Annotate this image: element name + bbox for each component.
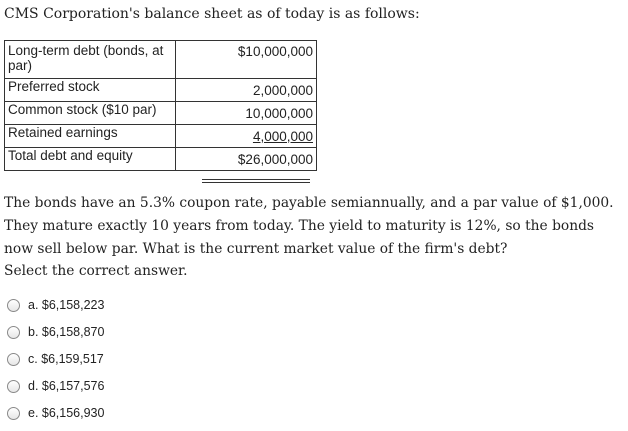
row-value: 10,000,000 xyxy=(176,102,317,125)
option-label: e. $6,156,930 xyxy=(28,406,105,420)
question-text: The bonds have an 5.3% coupon rate, payable semiannually, and a par value of $1,000. They mature exactly 10 years from today. The yield to maturity is 12%, so the bonds now sell below par. What is the current market value of the firm's debt? xyxy=(4,195,614,257)
table-row xyxy=(5,41,317,79)
intro-text: CMS Corporation's balance sheet as of today is as follows: xyxy=(4,6,420,22)
answer-option-e[interactable] xyxy=(7,404,104,422)
row-label: Retained earnings xyxy=(5,125,176,148)
underlined-value: 4,000,000 xyxy=(252,128,313,144)
table-row xyxy=(5,125,317,148)
table-row xyxy=(5,102,317,125)
radio-button[interactable] xyxy=(7,353,20,366)
table-row xyxy=(5,79,317,102)
answer-option-c[interactable] xyxy=(7,350,104,368)
radio-button[interactable] xyxy=(7,299,20,312)
answer-prompt: Select the correct answer. xyxy=(4,263,188,279)
row-value: $26,000,000 xyxy=(176,148,317,171)
row-value: 2,000,000 xyxy=(176,79,317,102)
row-label: Common stock ($10 par) xyxy=(5,102,176,125)
option-label: d. $6,157,576 xyxy=(28,379,105,393)
row-value xyxy=(176,125,317,148)
option-label: c. $6,159,517 xyxy=(28,352,104,366)
answer-option-a[interactable] xyxy=(7,296,104,314)
answer-option-b[interactable] xyxy=(7,323,104,341)
balance-sheet-table xyxy=(4,40,317,171)
radio-button[interactable] xyxy=(7,380,20,393)
row-label: Total debt and equity xyxy=(5,148,176,171)
row-label: Long-term debt (bonds, at par) xyxy=(5,41,176,79)
option-label: a. $6,158,223 xyxy=(28,298,105,312)
answer-option-d[interactable] xyxy=(7,377,104,395)
row-label: Preferred stock xyxy=(5,79,176,102)
row-value: $10,000,000 xyxy=(176,41,317,79)
radio-button[interactable] xyxy=(7,407,20,420)
option-label: b. $6,158,870 xyxy=(28,325,105,339)
radio-button[interactable] xyxy=(7,326,20,339)
table-row xyxy=(5,148,317,171)
double-underline xyxy=(202,179,310,183)
